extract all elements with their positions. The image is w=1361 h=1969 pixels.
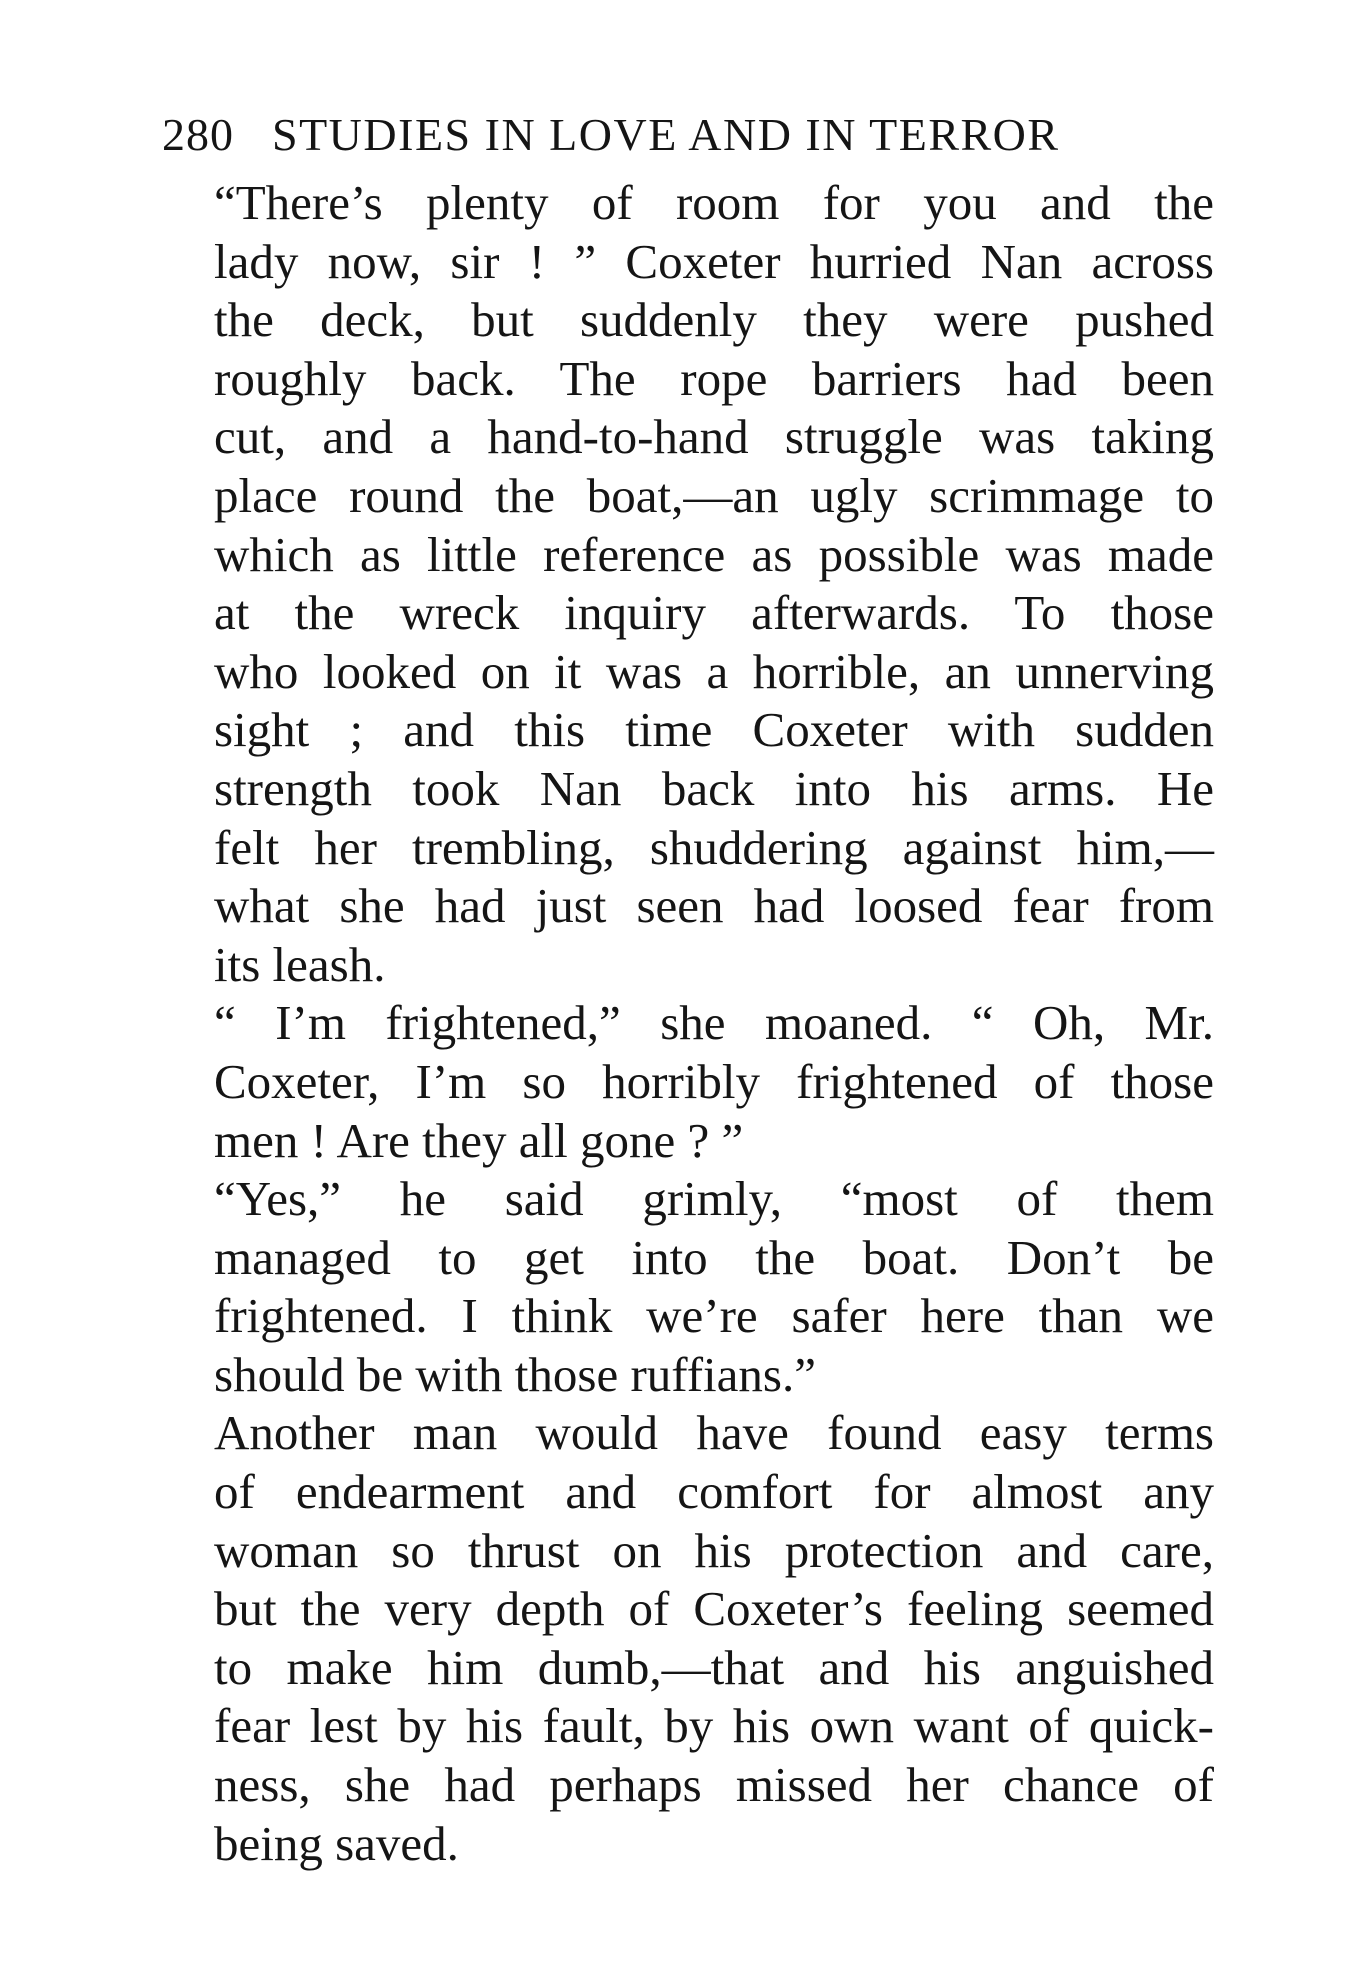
running-title: STUDIES IN LOVE AND IN TERROR (272, 109, 1060, 160)
text-line: the deck, but suddenly they were pushed (214, 292, 1214, 348)
text-line: which as little reference as possible was made (214, 526, 1214, 582)
text-line: “There’s plenty of room for you and the (214, 175, 1214, 230)
text-line: felt her trembling, shuddering against him,— (214, 819, 1214, 875)
text-line: cut, and a hand-to-hand struggle was taking (214, 409, 1214, 465)
text-line: Another man would have found easy terms (214, 1405, 1214, 1461)
paragraph-4 (162, 1404, 1214, 1873)
running-head (162, 96, 1214, 174)
text-line: lady now, sir ! ” Coxeter hurried Nan across (214, 233, 1214, 289)
text-line: being saved. (214, 1815, 459, 1871)
text-line: roughly back. The rope barriers had been (214, 350, 1214, 406)
paragraph-3 (162, 1170, 1214, 1404)
text-line: strength took Nan back into his arms. He (214, 760, 1214, 816)
text-line: frightened. I think we’re safer here than we (214, 1288, 1214, 1344)
text-line: fear lest by his fault, by his own want of quick- (214, 1698, 1214, 1754)
text-line: its leash. (214, 936, 386, 992)
text-line: at the wreck inquiry afterwards. To those (214, 585, 1214, 641)
text-line: place round the boat,—an ugly scrimmage to (214, 467, 1214, 523)
text-line: “ I’m frightened,” she moaned. “ Oh, Mr. (214, 995, 1214, 1051)
text-line: but the very depth of Coxeter’s feeling seemed (214, 1581, 1214, 1637)
text-line: men ! Are they all gone ? ” (214, 1112, 744, 1168)
text-line: should be with those ruffians.” (214, 1346, 816, 1402)
text-line: woman so thrust on his protection and care, (214, 1522, 1214, 1578)
text-line: Coxeter, I’m so horribly frightened of those (214, 1053, 1214, 1109)
text-line: ness, she had perhaps missed her chance of (214, 1757, 1214, 1813)
text-line: sight ; and this time Coxeter with sudden (214, 702, 1214, 758)
text-line: to make him dumb,—that and his anguished (214, 1639, 1214, 1695)
book-page (162, 96, 1214, 1873)
text-line: of endearment and comfort for almost any (214, 1464, 1214, 1520)
text-line: what she had just seen had loosed fear from (214, 878, 1214, 934)
text-line: “Yes,” he said grimly, “most of them (214, 1171, 1214, 1227)
text-line: who looked on it was a horrible, an unnerving (214, 643, 1214, 699)
page-number: 280 (162, 109, 234, 160)
text-line: managed to get into the boat. Don’t be (214, 1229, 1214, 1285)
paragraph-1 (162, 174, 1214, 994)
paragraph-2 (162, 994, 1214, 1170)
